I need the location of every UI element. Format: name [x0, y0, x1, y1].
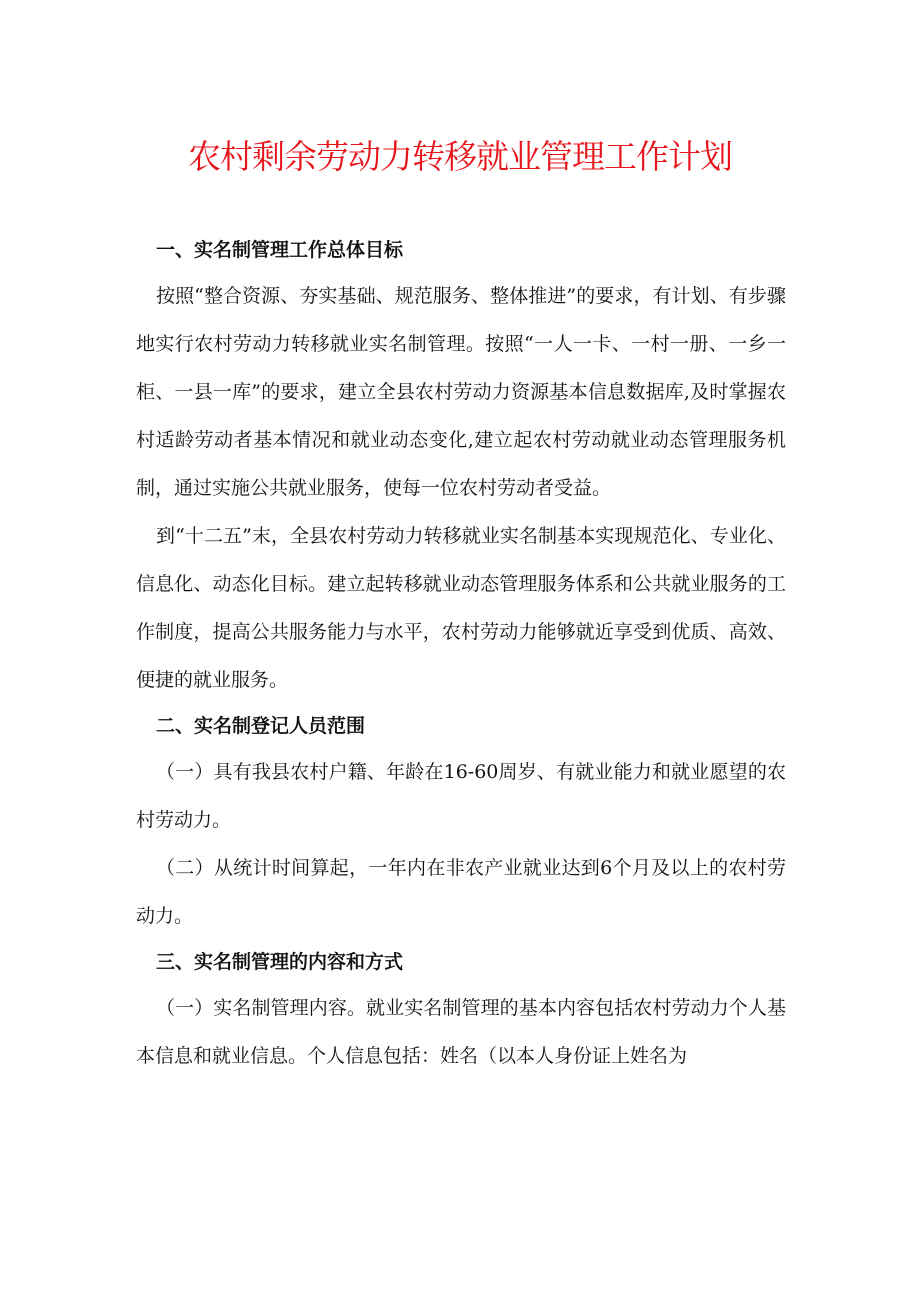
document-body	[136, 228, 786, 1080]
paragraph: （一）具有我县农村户籍、年龄在16-60周岁、有就业能力和就业愿望的农村劳动力。	[136, 761, 786, 831]
paragraph: 到“十二五”末，全县农村劳动力转移就业实名制基本实现规范化、专业化、信息化、动态化目标。建立起转移就业动态管理服务体系和公共就业服务的工作制度，提高公共服务能力与水平，农村劳动力能够就近享受到优质、高效、便捷的就业服务。	[136, 525, 786, 691]
document-title: 农村剩余劳动力转移就业管理工作计划	[188, 137, 732, 176]
paragraph: 按照“整合资源、夯实基础、规范服务、整体推进”的要求，有计划、有步骤地实行农村劳动力转移就业实名制管理。按照“一人一卡、一村一册、一乡一柜、一县一库”的要求，建立全县农村劳动力资源基本信息数据库,及时掌握农村适龄劳动者基本情况和就业动态变化,建立起农村劳动就业动态管理服务机制，通过实施公共就业服务，使每一位农村劳动者受益。	[136, 285, 786, 499]
section-heading: 二、实名制登记人员范围	[156, 715, 366, 737]
section-heading: 三、实名制管理的内容和方式	[156, 951, 404, 973]
paragraph: （一）实名制管理内容。就业实名制管理的基本内容包括农村劳动力个人基本信息和就业信息。个人信息包括：姓名（以本人身份证上姓名为	[136, 997, 786, 1067]
paragraph: （二）从统计时间算起，一年内在非农产业就业达到6个月及以上的农村劳动力。	[136, 857, 786, 927]
section-heading: 一、实名制管理工作总体目标	[156, 239, 404, 261]
